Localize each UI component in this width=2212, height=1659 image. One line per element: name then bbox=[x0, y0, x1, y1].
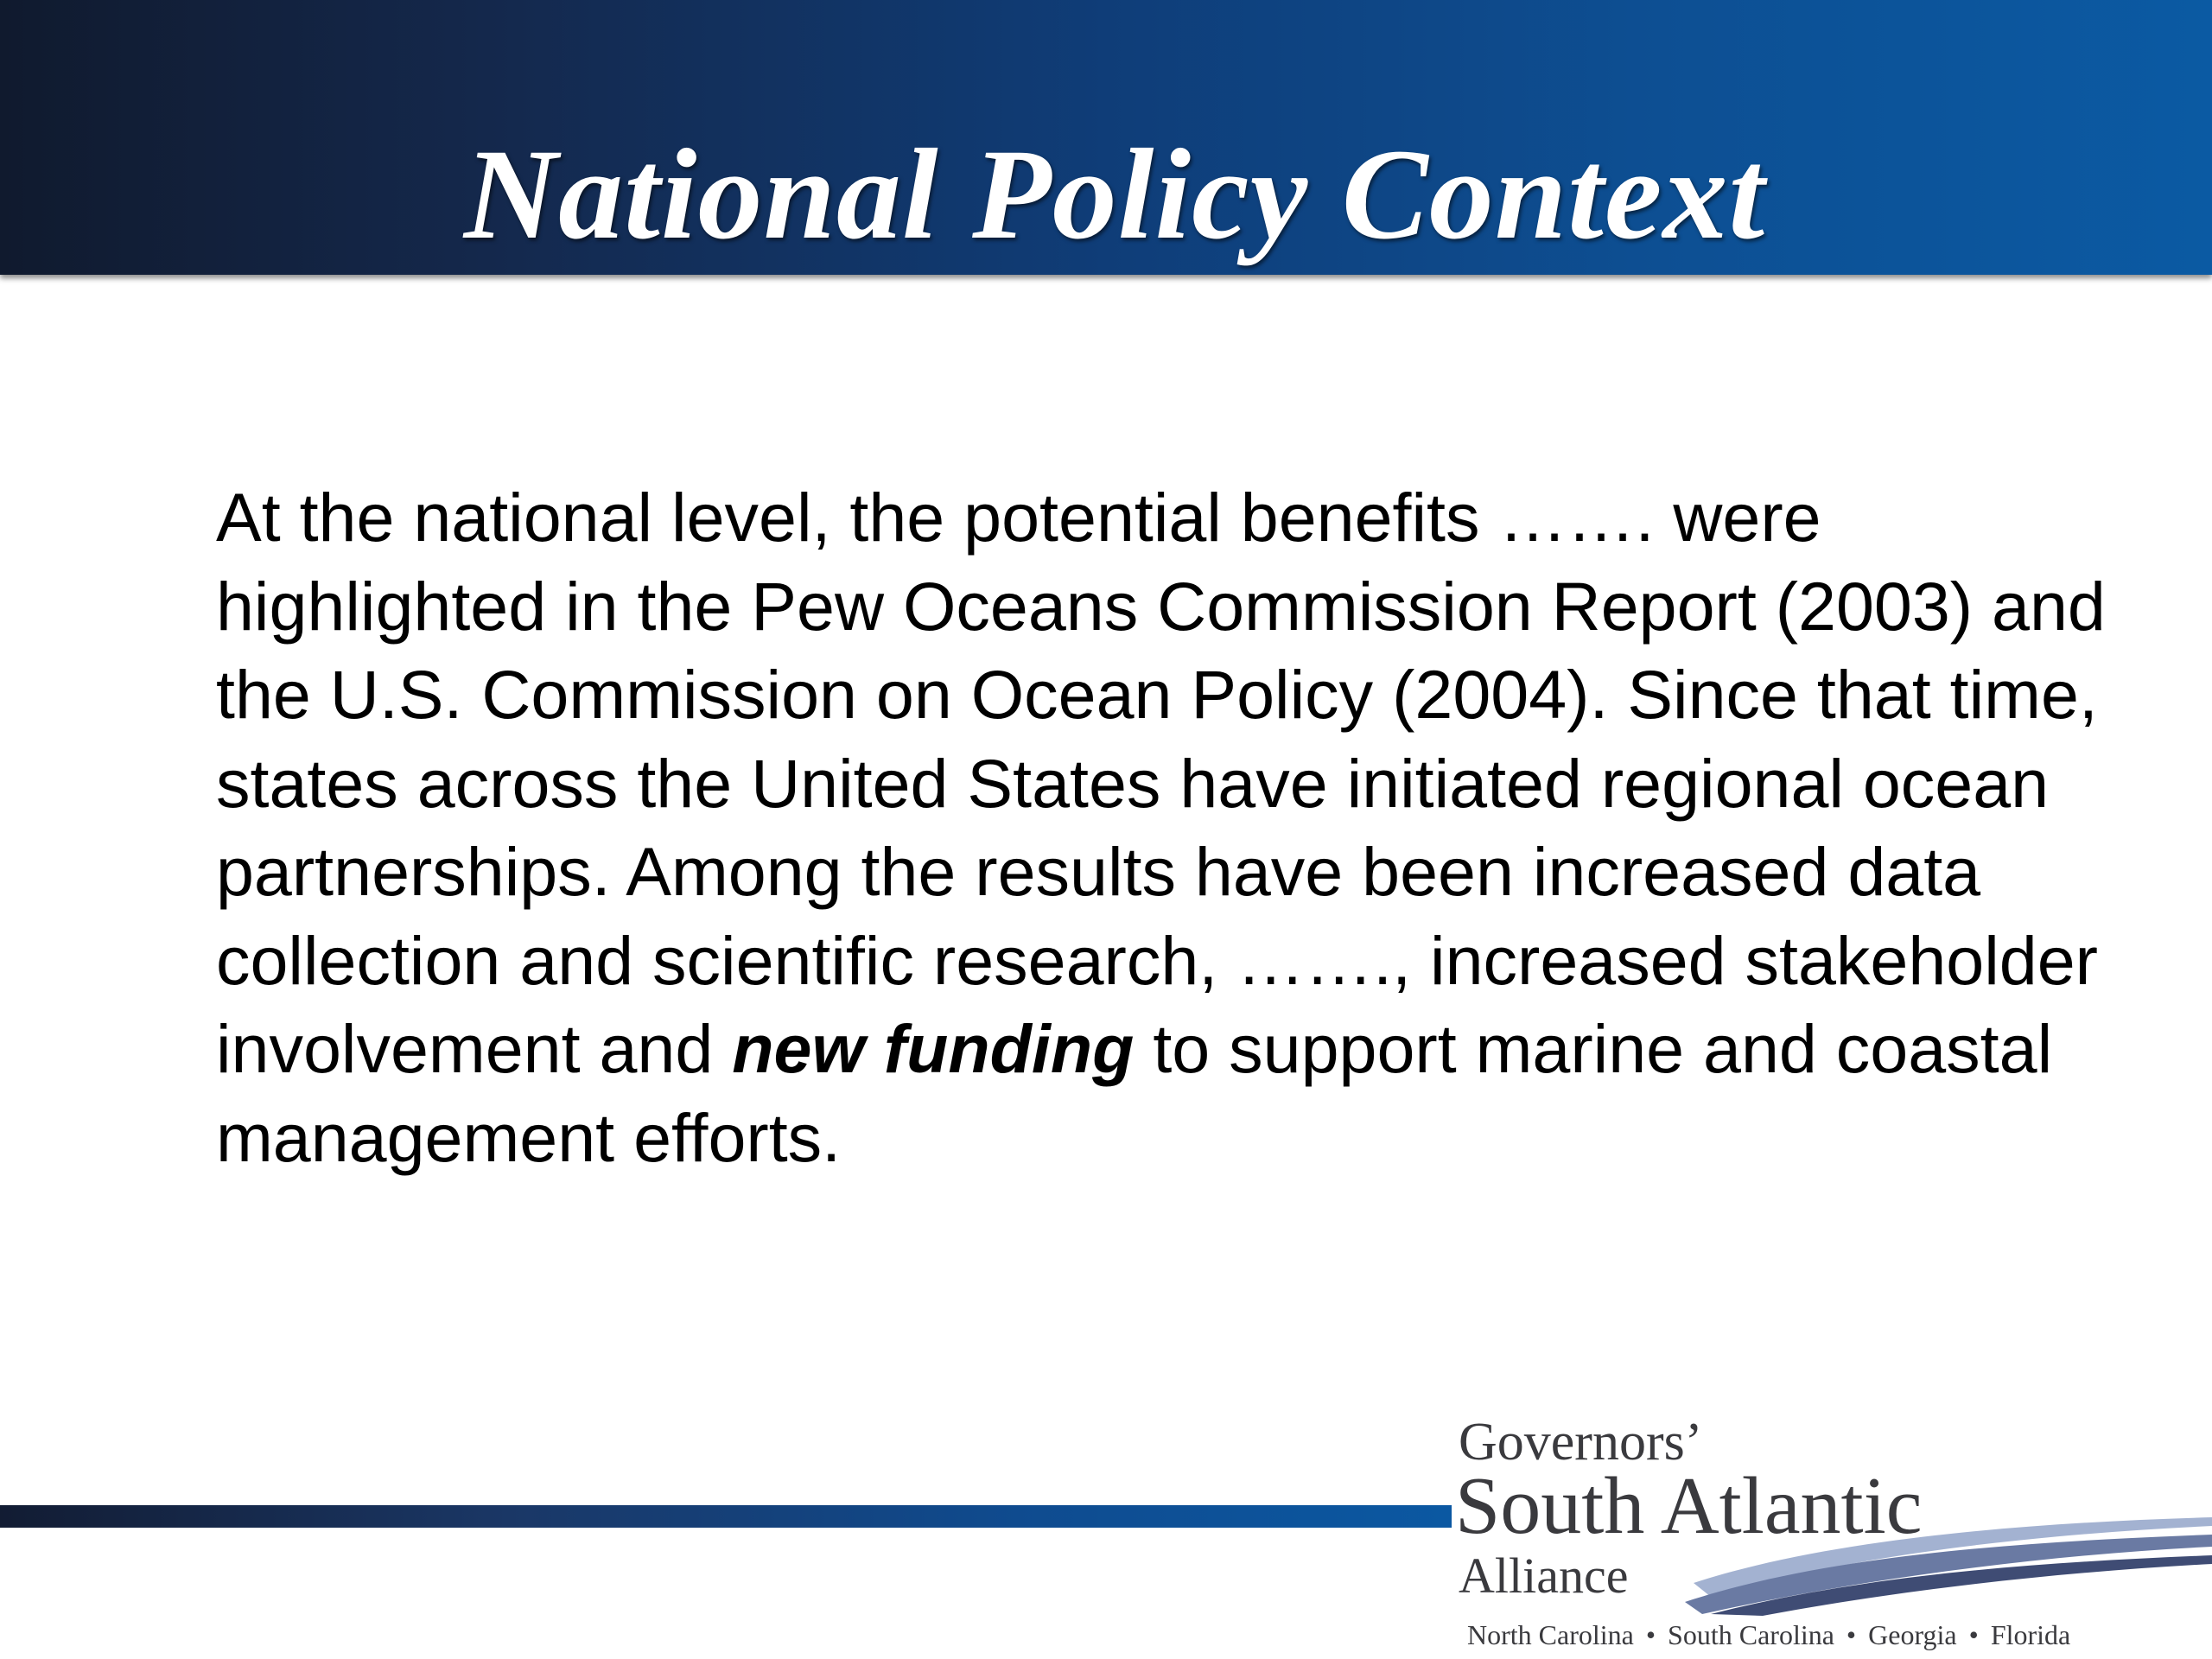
separator-dot: • bbox=[1968, 1619, 1979, 1650]
separator-dot: • bbox=[1645, 1619, 1656, 1650]
logo-alliance: Alliance bbox=[1459, 1548, 1629, 1604]
separator-dot: • bbox=[1846, 1619, 1857, 1650]
footer-bar bbox=[0, 1505, 1452, 1528]
logo-south-atlantic: South Atlantic bbox=[1455, 1461, 1923, 1551]
title-banner bbox=[0, 0, 2212, 275]
state-georgia: Georgia bbox=[1868, 1619, 1957, 1650]
emphasis-new-funding: new funding bbox=[732, 1010, 1135, 1087]
state-south-carolina: South Carolina bbox=[1668, 1619, 1834, 1650]
state-florida: Florida bbox=[1990, 1619, 2071, 1650]
logo-governors: Governors’ bbox=[1459, 1413, 1703, 1471]
wave-icon bbox=[1685, 1512, 2212, 1616]
body-paragraph bbox=[216, 474, 2117, 1182]
logo-states-line bbox=[1467, 1621, 2070, 1649]
slide-title: National Policy Context bbox=[463, 123, 1766, 266]
body-text-part1: At the national level, the potential benefits ……. were highlighted in the Pew Oceans Commission Report (2003) and the U.S. Commission on Ocean Policy (2004). Since that time, states across the United States have initiated regional ocean partnerships. Among the results have been increased data collection and scientific research, ……., increased stakeholder involvement and bbox=[216, 479, 2106, 1087]
body-text-part2: to support marine and coastal management efforts. bbox=[216, 1010, 2053, 1176]
gsaa-logo bbox=[1452, 1408, 2212, 1659]
state-north-carolina: North Carolina bbox=[1467, 1619, 1634, 1650]
